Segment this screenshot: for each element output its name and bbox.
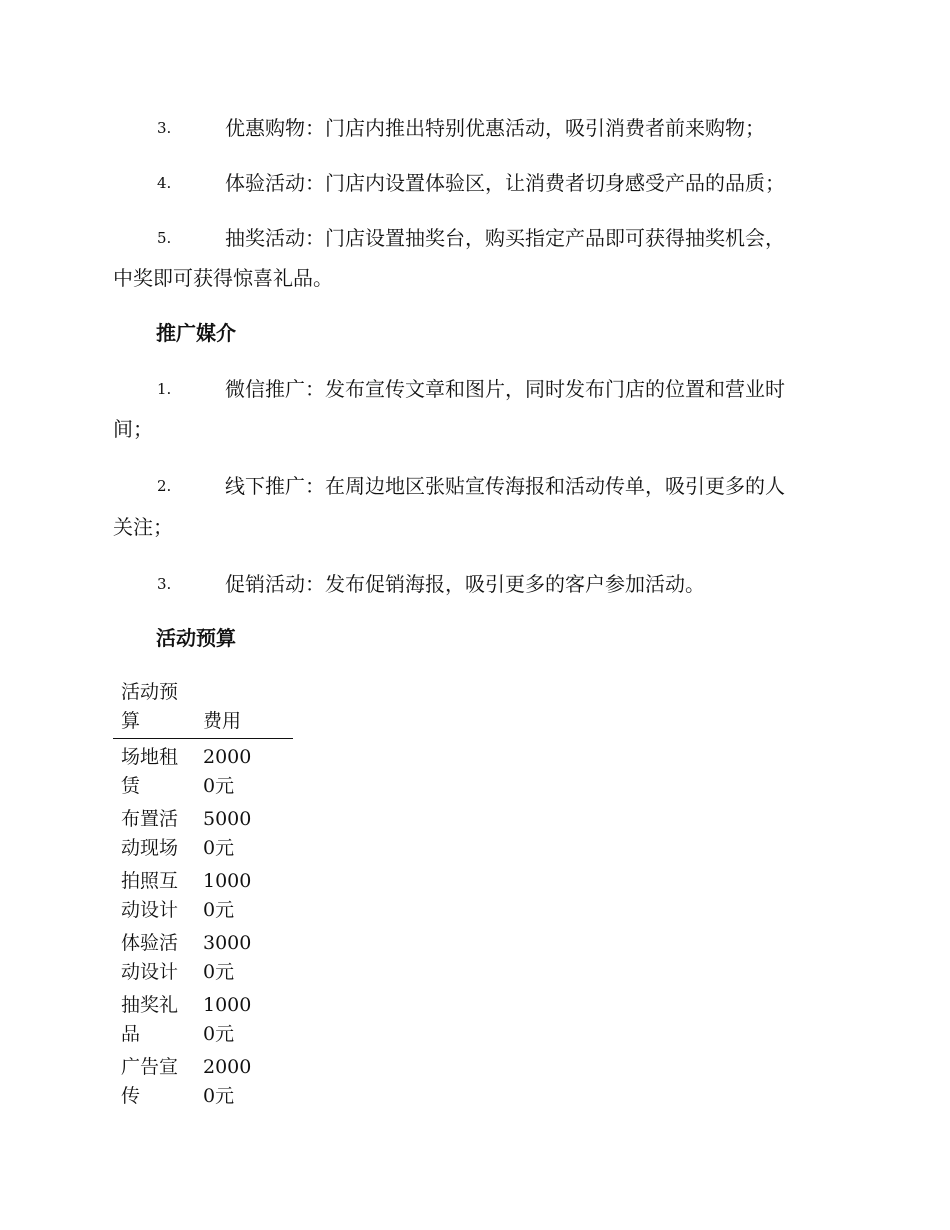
promotion-item-1 xyxy=(113,370,835,408)
list-number: 1. xyxy=(157,380,172,398)
promotion-item-2 xyxy=(113,467,835,505)
promotion-item-1-continuation xyxy=(113,410,835,448)
column-header-activity-label: 活动预算 xyxy=(121,681,179,732)
table-row xyxy=(113,1049,293,1111)
list-text-line-2: 关注； xyxy=(113,515,173,539)
table-row xyxy=(113,925,293,987)
budget-table xyxy=(113,678,293,1111)
table-cell-activity: 体验活动设计 xyxy=(121,932,179,983)
table-cell-activity: 场地租赁 xyxy=(121,746,179,797)
list-number: 5. xyxy=(157,229,172,247)
list-text: 促销活动：发布促销海报，吸引更多的客户参加活动。 xyxy=(225,572,705,596)
list-number: 4. xyxy=(157,174,172,192)
list-text-line-2: 间； xyxy=(113,417,153,441)
activity-item-4 xyxy=(113,164,835,202)
list-text-line-1: 线下推广：在周边地区张贴宣传海报和活动传单，吸引更多的人 xyxy=(225,474,785,498)
table-row xyxy=(113,987,293,1049)
promotion-item-2-continuation xyxy=(113,508,835,546)
table-cell-cost: 20000元 xyxy=(203,1056,252,1107)
list-text: 体验活动：门店内设置体验区，让消费者切身感受产品的品质； xyxy=(225,171,785,195)
table-cell-cost: 20000元 xyxy=(203,746,252,797)
activity-item-3 xyxy=(113,109,835,147)
budget-table-header xyxy=(113,678,293,739)
table-cell-cost: 30000元 xyxy=(203,932,252,983)
list-text-line-1: 抽奖活动：门店设置抽奖台，购买指定产品即可获得抽奖机会， xyxy=(225,226,785,250)
list-number: 2. xyxy=(157,477,172,495)
table-row xyxy=(113,739,293,802)
list-text: 优惠购物：门店内推出特别优惠活动，吸引消费者前来购物； xyxy=(225,116,765,140)
column-header-cost xyxy=(203,678,293,739)
table-cell-activity: 广告宣传 xyxy=(121,1056,179,1107)
list-number: 3. xyxy=(157,575,172,593)
budget-table-body xyxy=(113,739,293,1112)
activity-item-5 xyxy=(113,219,835,257)
section-heading-budget: 活动预算 xyxy=(156,626,236,650)
column-header-cost-label: 费用 xyxy=(203,710,242,732)
list-text-line-1: 微信推广：发布宣传文章和图片，同时发布门店的位置和营业时 xyxy=(225,377,785,401)
list-text-line-2: 中奖即可获得惊喜礼品。 xyxy=(113,266,333,290)
table-cell-cost: 10000元 xyxy=(203,870,252,921)
table-header-row xyxy=(113,678,293,739)
column-header-activity xyxy=(113,678,203,739)
table-row xyxy=(113,863,293,925)
table-cell-cost: 50000元 xyxy=(203,808,252,859)
section-heading-promotion: 推广媒介 xyxy=(156,321,236,345)
promotion-item-3 xyxy=(113,565,835,603)
table-row xyxy=(113,801,293,863)
table-cell-activity: 布置活动现场 xyxy=(121,808,179,859)
table-cell-cost: 10000元 xyxy=(203,994,252,1045)
activity-item-5-continuation xyxy=(113,259,835,297)
table-cell-activity: 抽奖礼品 xyxy=(121,994,179,1045)
list-number: 3. xyxy=(157,119,172,137)
table-cell-activity: 拍照互动设计 xyxy=(121,870,179,921)
